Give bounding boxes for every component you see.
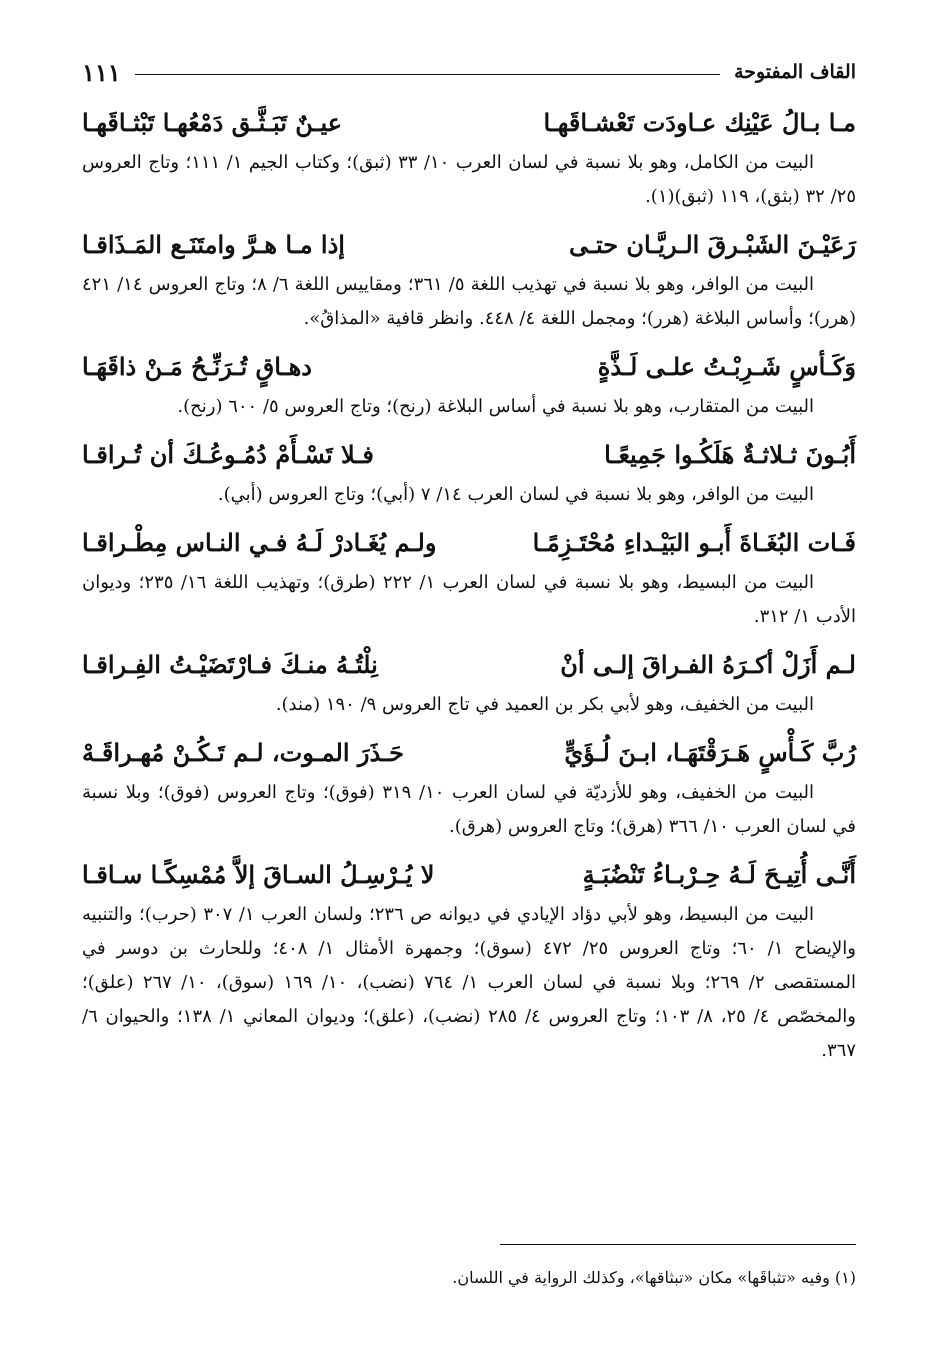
poem-entry	[82, 222, 856, 336]
verse-commentary: البيت من المتقارب، وهو بلا نسبة في أساس البلاغة (رنح)؛ وتاج العروس ٥/ ٦٠٠ (رنح).	[177, 396, 814, 417]
second-hemistich: نِلْتُـهُ منـكَ فـارْتَضَيْـتُ الفِـراقـا	[82, 650, 378, 679]
second-hemistich: إذا مـا هـرَّ وامتَنَـع المَـذَاقـا	[82, 230, 345, 259]
first-hemistich: فَـات البُغَـاةَ أَبـو البَيْـداءِ مُحْتَـزِمًـا	[532, 528, 856, 557]
page-header	[82, 52, 856, 92]
verse-line	[82, 344, 856, 390]
header-rule	[135, 74, 720, 75]
verse-line	[82, 730, 856, 776]
first-hemistich: لـم أَزَلْ أكـرَهُ الفـراقَ إلـى أنْ	[560, 650, 856, 679]
first-hemistich: مـا بـالُ عَيْنِك عـاودَت تَعْشـاقَهـا	[543, 108, 856, 137]
chapter-title: القاف المفتوحة	[734, 61, 856, 83]
verse-commentary: البيت من البسيط، وهو بلا نسبة في لسان العرب ١/ ٢٢٢ (طرق)؛ وتهذيب اللغة ١٦/ ٢٣٥؛ وديوان الأدب ١/ ٣١٢.	[82, 572, 856, 627]
poem-entry	[82, 344, 856, 424]
verse-line	[82, 222, 856, 268]
poem-entry	[82, 642, 856, 722]
verse-line	[82, 520, 856, 566]
poem-entry	[82, 730, 856, 844]
page-number: ١١١	[82, 57, 121, 87]
footnote: (١) وفيه «تثباقَها» مكان «تبثاقها»، وكذلك الرواية في اللسان.	[452, 1268, 856, 1287]
second-hemistich: فـلا تَسْـأَمْ دُمُـوعُـكَ أن تُـراقـا	[82, 440, 374, 469]
verse-line	[82, 852, 856, 898]
first-hemistich: أَنَّـى أُتِيـحَ لَـهُ حِـرْبـاءُ تَنْضُبَـةٍ	[582, 860, 856, 889]
verse-commentary: البيت من الوافر، وهو بلا نسبة في لسان العرب ١٤/ ٧ (أبي)؛ وتاج العروس (أبي).	[217, 484, 814, 505]
first-hemistich: رَعَيْـنَ الشَبْـرقَ الـريَّـان حتـى	[568, 230, 856, 259]
poem-entry	[82, 520, 856, 634]
second-hemistich: دهـاقٍ تُـرَنِّـحُ مَـنْ ذاقَهَـا	[82, 352, 312, 381]
verse-line	[82, 642, 856, 688]
second-hemistich: لا يُـرْسِـلُ السـاقَ إلاَّ مُمْسِكًـا سـاقـا	[82, 860, 435, 889]
first-hemistich: أَبُـونَ ثـلاثـةٌ هَلَكُـوا جَمِيعًـا	[604, 440, 856, 469]
verse-commentary: البيت من الكامل، وهو بلا نسبة في لسان العرب ١٠/ ٣٣ (ثبق)؛ وكتاب الجيم ١/ ١١١؛ وتاج العروس ٢٥/ ٣٢ (بثق)، ١١٩ (ثبق)(١).	[82, 152, 856, 207]
second-hemistich: حَـذَرَ المـوت، لـم تَـكُـنْ مُهـراقَـهْ	[82, 738, 404, 767]
verse-line	[82, 100, 856, 146]
verse-line	[82, 432, 856, 478]
second-hemistich: عيـنٌ تَبَـثَّـق دَمْعُهـا تَبْثـاقَهـا	[82, 108, 343, 137]
poem-entry	[82, 100, 856, 214]
second-hemistich: ولـم يُغَـادرْ لَـهُ فـي النـاس مِطْـراقـا	[82, 528, 437, 557]
verse-commentary: البيت من الخفيف، وهو لأبي بكر بن العميد في تاج العروس ٩/ ١٩٠ (مند).	[275, 694, 814, 715]
verse-commentary: البيت من البسيط، وهو لأبي دؤاد الإيادي في ديوانه ص ٢٣٦؛ ولسان العرب ١/ ٣٠٧ (حرب)؛ والتنبيه والإيضاح ١/ ٦٠؛ وتاج العروس ٢٥/ ٤٧٢ (سوق)؛ وجمهرة الأمثال ١/ ٤٠٨؛ وللحارث بن دوسر في المستقصى ٢/ ٢٦٩؛ وبلا نسبة في لسان العرب ١/ ٧٦٤ (نضب)، ١٠/ ١٦٩ (سوق)، ١٠/ ٢٦٧ (علق)؛ والمخصّص ٤/ ٢٥، ٨/ ١٠٣؛ وتاج العروس ٤/ ٢٨٥ (نضب)، (علق)؛ وديوان المعاني ١/ ١٣٨؛ والحيوان ٦/ ٣٦٧.	[82, 904, 856, 1061]
verse-commentary: البيت من الوافر، وهو بلا نسبة في تهذيب اللغة ٥/ ٣٦١؛ ومقاييس اللغة ٦/ ٨؛ وتاج العروس ١٤/ ٤٢١ (هرر)؛ وأساس البلاغة (هرر)؛ ومجمل اللغة ٤/ ٤٤٨. وانظر قافية «المذاقُ».	[82, 274, 856, 329]
footnote-rule	[500, 1244, 856, 1245]
first-hemistich: رُبَّ كَـأْسٍ هَـرَقْتَهَـا، ابـنَ لُـؤَيٍّ	[564, 738, 856, 767]
poem-entry	[82, 852, 856, 1068]
first-hemistich: وَكَـأسٍ شَـرِبْـتُ علـى لَـذَّةٍ	[597, 352, 856, 381]
verse-commentary: البيت من الخفيف، وهو للأزديّة في لسان العرب ١٠/ ٣١٩ (فوق)؛ وتاج العروس (فوق)؛ وبلا نسبة في لسان العرب ١٠/ ٣٦٦ (هرق)؛ وتاج العروس (هرق).	[82, 782, 856, 837]
page-content	[82, 100, 856, 1076]
poem-entry	[82, 432, 856, 512]
